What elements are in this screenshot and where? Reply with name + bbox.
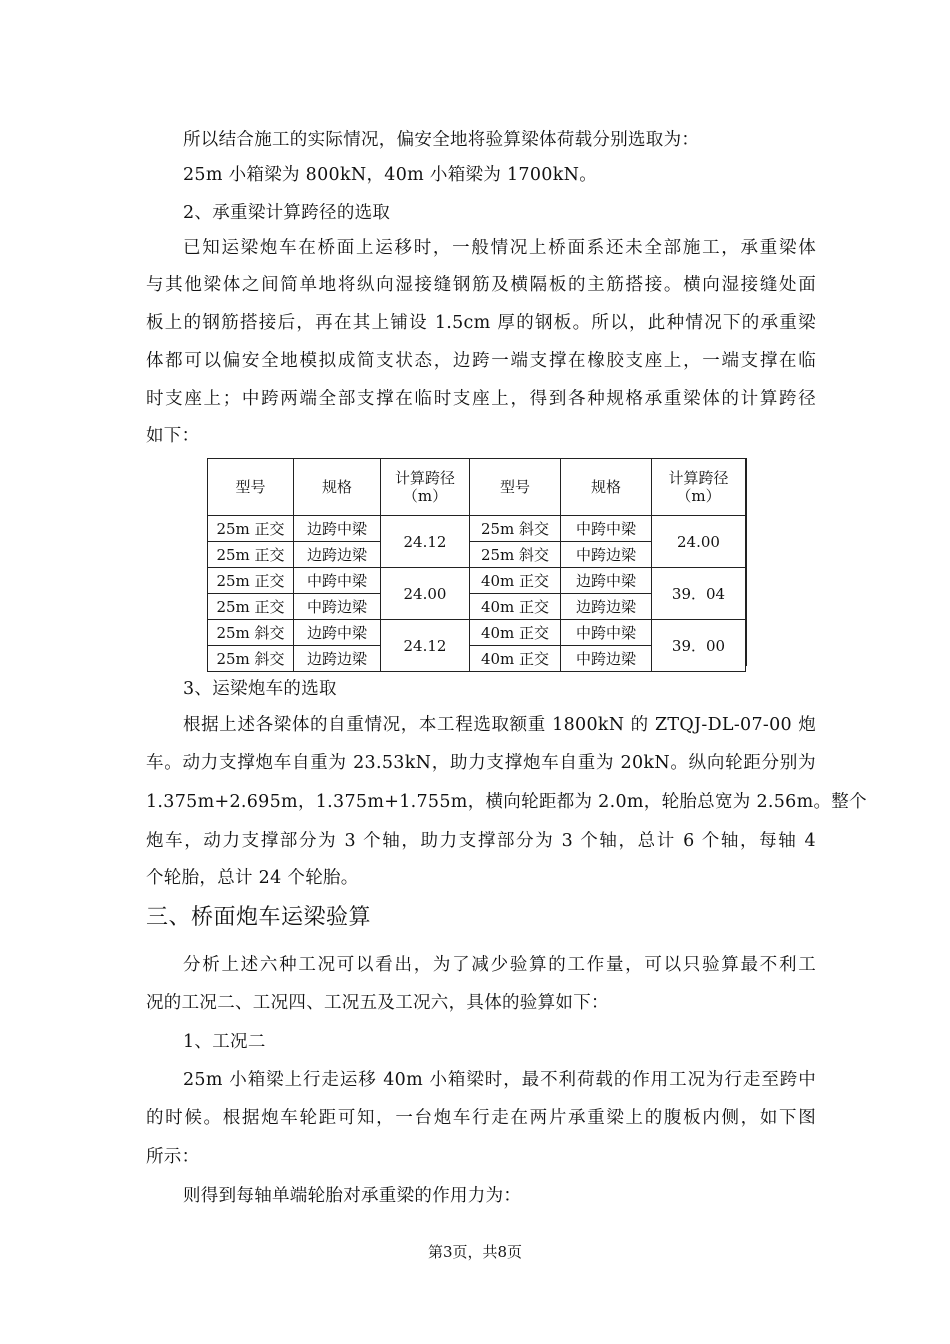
table-row: [208, 620, 746, 646]
paragraph-load-values: 25m 小箱梁为 800kN，40m 小箱梁为 1700kN。: [183, 165, 598, 185]
table-cell-span: 24.00: [652, 516, 746, 568]
table-cell: 25m 正交: [208, 542, 294, 568]
table-cell-span: 24.12: [381, 516, 470, 568]
span-table: [207, 458, 746, 672]
table-cell: 边跨边梁: [294, 646, 381, 672]
paragraph-line: 如下：: [146, 426, 200, 446]
paragraph-line: 分析上述六种工况可以看出，为了减少验算的工作量，可以只验算最不利工: [183, 955, 816, 975]
table-cell: 边跨边梁: [561, 594, 652, 620]
table-cell: 边跨中梁: [294, 620, 381, 646]
paragraph-line: 根据上述各梁体的自重情况，本工程选取额重 1800kN 的 ZTQJ-DL-07-00 炮: [183, 715, 816, 735]
table-cell: 40m 正交: [470, 646, 561, 672]
paragraph-line: 个轮胎，总计 24 个轮胎。: [146, 868, 359, 888]
table-cell: 25m 正交: [208, 568, 294, 594]
table-cell: 25m 斜交: [470, 542, 561, 568]
paragraph-load-selection: 所以结合施工的实际情况，偏安全地将验算梁体荷载分别选取为：: [183, 130, 700, 150]
table-header: 计算跨径 （m）: [652, 459, 746, 516]
table-frame-edge: [745, 458, 747, 666]
table-cell: 25m 斜交: [470, 516, 561, 542]
table-cell: 中跨中梁: [294, 568, 381, 594]
paragraph-line: 板上的钢筋搭接后，再在其上铺设 1.5cm 厚的钢板。所以，此种情况下的承重梁: [146, 313, 816, 333]
table-cell: 中跨边梁: [561, 542, 652, 568]
table-cell: 40m 正交: [470, 594, 561, 620]
table-cell: 40m 正交: [470, 620, 561, 646]
paragraph-line: 况的工况二、工况四、工况五及工况六，具体的验算如下：: [146, 993, 609, 1013]
paragraph-line: 的时候。根据炮车轮距可知，一台炮车行走在两片承重梁上的腹板内侧，如下图: [146, 1108, 816, 1128]
section-heading: 三、桥面炮车运梁验算: [146, 905, 372, 930]
paragraph-line: 已知运梁炮车在桥面上运移时，一般情况上桥面系还未全部施工，承重梁体: [183, 238, 816, 258]
paragraph-force: 则得到每轴单端轮胎对承重梁的作用力为：: [183, 1186, 522, 1206]
paragraph-line: 1.375m+2.695m，1.375m+1.755m，横向轮距都为 2.0m，轮胎总宽为 2.56m。整个: [146, 792, 867, 812]
subheading-case: 1、工况二: [183, 1032, 266, 1052]
subheading-vehicle: 3、运梁炮车的选取: [183, 679, 337, 699]
paragraph-line: 车。动力支撑炮车自重为 23.53kN，助力支撑炮车自重为 20kN。纵向轮距分别为: [146, 753, 816, 773]
table-cell: 边跨边梁: [294, 542, 381, 568]
table-cell: 中跨边梁: [294, 594, 381, 620]
table-cell-span: 39．04: [652, 568, 746, 620]
table-cell: 40m 正交: [470, 568, 561, 594]
table-row: [208, 516, 746, 542]
paragraph-line: 时支座上；中跨两端全部支撑在临时支座上，得到各种规格承重梁体的计算跨径: [146, 389, 816, 409]
table-cell: 中跨中梁: [561, 516, 652, 542]
table-header-row: [208, 459, 746, 516]
table-header: 型号: [208, 459, 294, 516]
table-cell: 中跨边梁: [561, 646, 652, 672]
table-cell-span: 39．00: [652, 620, 746, 672]
subheading-span: 2、承重梁计算跨径的选取: [183, 203, 391, 223]
paragraph-line: 25m 小箱梁上行走运移 40m 小箱梁时，最不利荷载的作用工况为行走至跨中: [183, 1070, 816, 1090]
paragraph-line: 与其他梁体之间简单地将纵向湿接缝钢筋及横隔板的主筋搭接。横向湿接缝处面: [146, 275, 816, 295]
page-footer: 第3页，共8页: [427, 1243, 523, 1261]
table-cell: 25m 斜交: [208, 620, 294, 646]
paragraph-line: 所示：: [146, 1147, 200, 1167]
paragraph-line: 体都可以偏安全地模拟成简支状态，边跨一端支撑在橡胶支座上，一端支撑在临: [146, 351, 816, 371]
table-header: 型号: [470, 459, 561, 516]
table-cell: 中跨中梁: [561, 620, 652, 646]
table-header: 计算跨径 （m）: [381, 459, 470, 516]
table-header: 规格: [561, 459, 652, 516]
table-cell-span: 24.00: [381, 568, 470, 620]
table-cell: 25m 正交: [208, 594, 294, 620]
table-header: 规格: [294, 459, 381, 516]
paragraph-line: 炮车，动力支撑部分为 3 个轴，助力支撑部分为 3 个轴，总计 6 个轴，每轴 4: [146, 831, 816, 851]
table-cell: 边跨中梁: [294, 516, 381, 542]
table-cell: 25m 正交: [208, 516, 294, 542]
table-row: [208, 568, 746, 594]
table-cell: 25m 斜交: [208, 646, 294, 672]
table-cell-span: 24.12: [381, 620, 470, 672]
table-cell: 边跨中梁: [561, 568, 652, 594]
